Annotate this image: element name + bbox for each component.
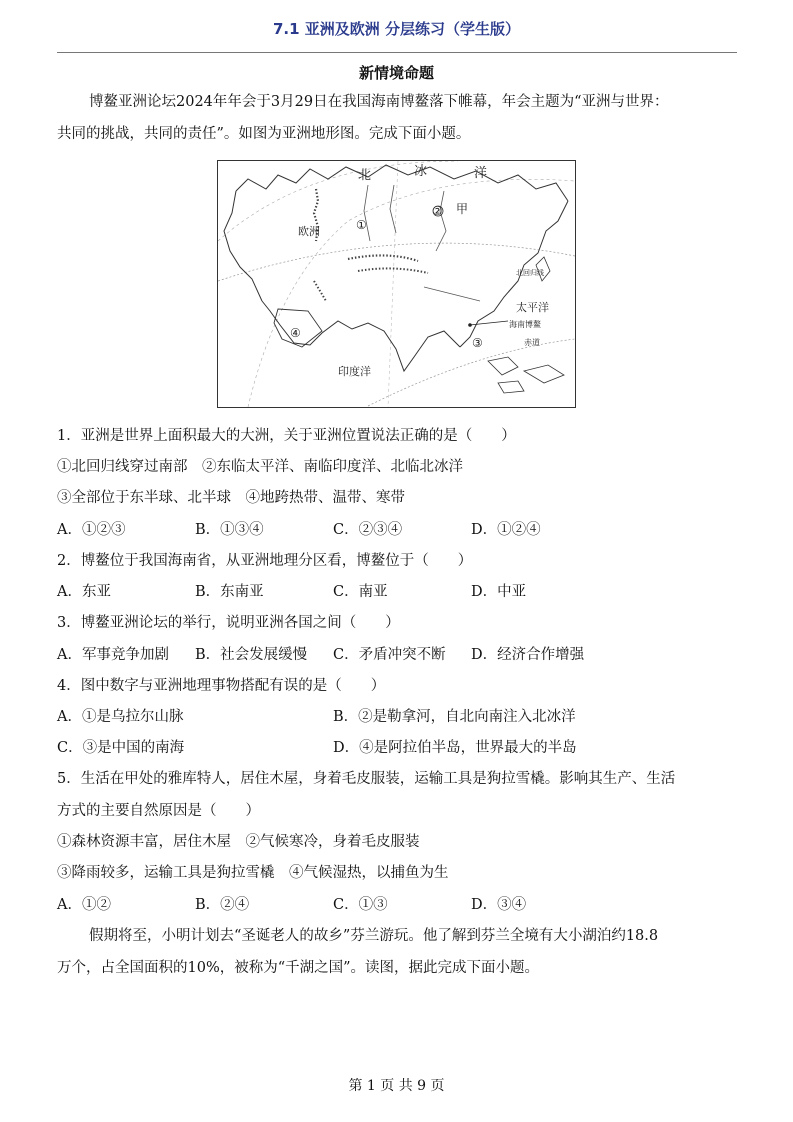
q4-option-b[interactable]: B．②是勒拿河，自北向南注入北冰洋 [333, 709, 576, 725]
q4-stem: 4．图中数字与亚洲地理事物搭配有误的是（ ） [57, 678, 386, 694]
q5-stem-line-1: 5．生活在甲处的雅库特人，居住木屋，身着毛皮服装，运输工具是狗拉雪橇。影响其生产、生活 [57, 771, 676, 787]
zagros-mountains [314, 281, 326, 301]
q3-option-a[interactable]: A．军事竞争加剧 [57, 647, 169, 663]
q1-stem: 1．亚洲是世界上面积最大的大洲，关于亚洲位置说法正确的是（ ） [57, 428, 516, 444]
q5-option-c[interactable]: C．①③ [333, 897, 388, 913]
q2-option-c[interactable]: C．南亚 [333, 584, 388, 600]
q5-item-line-1: ①森林资源丰富，居住木屋 ②气候寒冷，身着毛皮服装 [57, 834, 420, 850]
label-equator: 赤道 [524, 338, 540, 347]
label-num-2: ② [432, 204, 443, 218]
arctic-coastline [236, 165, 568, 201]
label-north: 北 [358, 168, 372, 183]
q4-option-c[interactable]: C．③是中国的南海 [57, 740, 185, 756]
q1-item-line-1: ①北回归线穿过南部 ②东临太平洋、南临印度洋、北临北冰洋 [57, 459, 463, 475]
q3-option-d[interactable]: D．经济合作增强 [471, 647, 585, 663]
q5-stem-line-2: 方式的主要自然原因是（ ） [57, 803, 260, 819]
q3-stem: 3．博鳌亚洲论坛的举行，说明亚洲各国之间（ ） [57, 615, 400, 631]
label-boao: 海南博鳌 [509, 320, 541, 329]
meridian-line [388, 161, 398, 407]
boao-point [468, 323, 472, 327]
q1-option-a[interactable]: A．①②③ [57, 522, 126, 538]
arctic-circle [248, 179, 575, 407]
label-num-4: ④ [290, 326, 301, 340]
western-coastline [224, 191, 262, 301]
page-footer: 第 1 页 共 9 页 [348, 1078, 445, 1094]
q3-option-b[interactable]: B．社会发展缓慢 [195, 647, 308, 663]
label-indian-ocean: 印度洋 [338, 365, 371, 378]
label-bing: 冰 [414, 164, 428, 179]
q4-option-a[interactable]: A．①是乌拉尔山脉 [57, 709, 184, 725]
ob-river [364, 185, 370, 241]
label-num-1: ① [356, 218, 367, 232]
yangtze-river [424, 287, 480, 301]
outro-line-2: 万个，占全国面积的10%，被称为“千湖之国”。读图，据此完成下面小题。 [57, 960, 540, 976]
q2-option-a[interactable]: A．东亚 [57, 584, 111, 600]
tibet-mountains [358, 268, 428, 273]
q1-item-line-2: ③全部位于东半球、北半球 ④地跨热带、温带、寒带 [57, 490, 405, 506]
asia-map-drawing [218, 161, 575, 407]
intro-line-1: 博鳌亚洲论坛2024年年会于3月29日在我国海南博鳌落下帷幕，年会主题为“亚洲与世界： [89, 94, 669, 110]
label-pacific: 太平洋 [516, 301, 549, 314]
q5-option-b[interactable]: B．②④ [195, 897, 250, 913]
label-yang: 洋 [474, 166, 488, 181]
q2-option-b[interactable]: B．东南亚 [195, 584, 264, 600]
page-header-title: 7.1 亚洲及欧洲 分层练习（学生版） [272, 20, 521, 38]
himalaya-mountains [348, 255, 418, 261]
intro-line-2: 共同的挑战，共同的责任”。如图为亚洲地形图。完成下面小题。 [57, 126, 471, 142]
asia-terrain-map [217, 160, 576, 408]
label-europe: 欧洲 [298, 225, 320, 238]
boao-pointer-line [470, 321, 508, 325]
header-divider [57, 52, 737, 53]
outro-line-1: 假期将至，小明计划去“圣诞老人的故乡”芬兰游玩。他了解到芬兰全境有大小湖泊约18.8 [89, 928, 659, 944]
q1-option-c[interactable]: C．②③④ [333, 522, 403, 538]
q2-option-d[interactable]: D．中亚 [471, 584, 527, 600]
q1-option-d[interactable]: D．①②④ [471, 522, 541, 538]
q5-item-line-2: ③降雨较多，运输工具是狗拉雪橇 ④气候湿热，以捕鱼为生 [57, 865, 449, 881]
yenisei-river [390, 185, 396, 233]
q5-option-a[interactable]: A．①② [57, 897, 111, 913]
q4-option-d[interactable]: D．④是阿拉伯半岛，世界最大的半岛 [333, 740, 577, 756]
q5-option-d[interactable]: D．③④ [471, 897, 527, 913]
lena-river [436, 191, 446, 251]
section-title: 新情境命题 [358, 64, 434, 82]
q1-option-b[interactable]: B．①③④ [195, 522, 264, 538]
label-tropic: 北回归线 [516, 269, 544, 277]
label-num-3: ③ [472, 336, 483, 350]
q3-option-c[interactable]: C．矛盾冲突不断 [333, 647, 446, 663]
label-jia: 甲 [456, 202, 469, 216]
q2-stem: 2．博鳌位于我国海南省，从亚洲地理分区看，博鳌位于（ ） [57, 553, 473, 569]
southeast-asia-islands [488, 357, 564, 393]
